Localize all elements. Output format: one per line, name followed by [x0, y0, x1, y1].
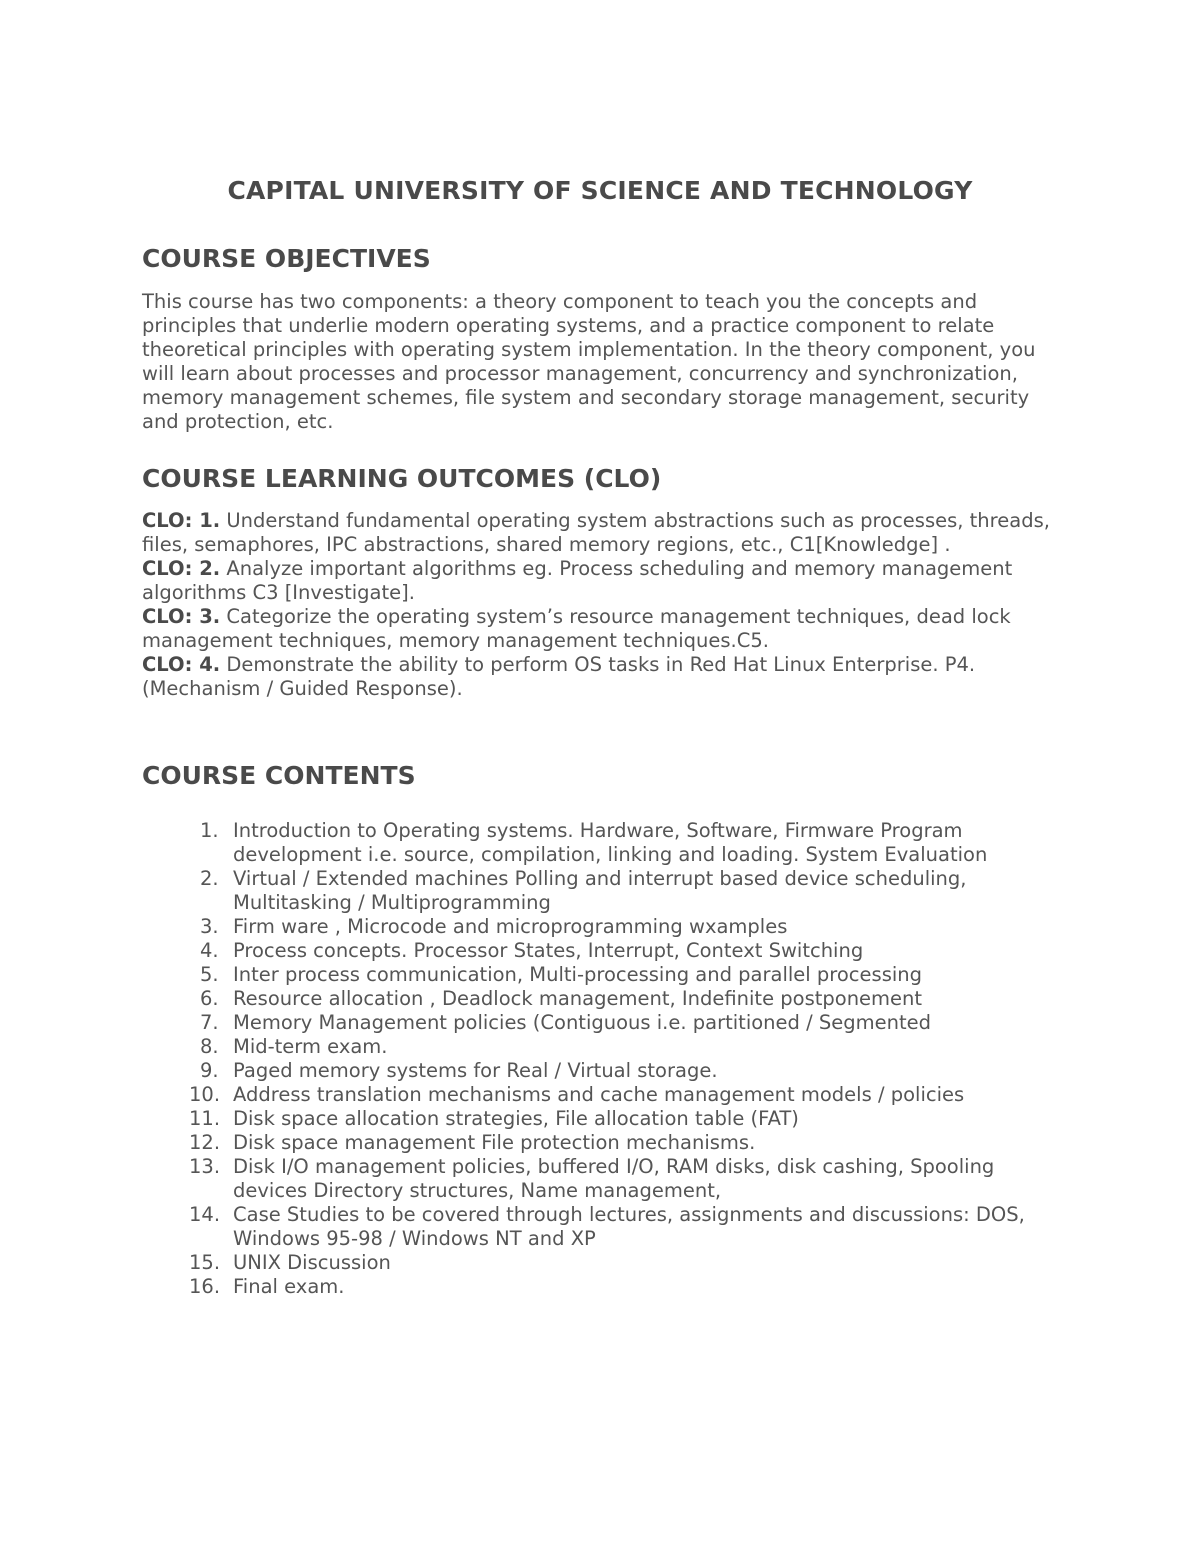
list-item — [142, 819, 1062, 867]
clo-label: CLO: 3. — [142, 605, 221, 628]
clo-text: Demonstrate the ability to perform OS tasks in Red Hat Linux Enterprise. P4. (Mechanism / Guided Response). — [142, 653, 976, 700]
clo-text: Understand fundamental operating system abstractions such as processes, threads, files, semaphores, IPC abstractions, shared memory regions, etc., C1[Knowledge] . — [142, 509, 1050, 556]
list-text: Disk space management File protection mechanisms. — [233, 1131, 756, 1154]
list-text: Address translation mechanisms and cache management models / policies — [233, 1083, 965, 1106]
clo-item — [142, 605, 1062, 653]
list-item — [142, 1203, 1062, 1251]
list-item — [142, 1035, 1062, 1059]
clo-item — [142, 509, 1062, 557]
list-item — [142, 963, 1062, 987]
list-text: Mid-term exam. — [233, 1035, 388, 1058]
clo-list — [142, 509, 1062, 701]
list-text: Resource allocation , Deadlock management, Indefinite postponement — [233, 987, 923, 1010]
list-item — [142, 1131, 1062, 1155]
list-item — [142, 939, 1062, 963]
list-number: 6. — [200, 987, 219, 1010]
list-item — [142, 1155, 1062, 1203]
list-item — [142, 987, 1062, 1011]
list-text: Disk I/O management policies, buffered I/O, RAM disks, disk cashing, Spooling devices Directory structures, Name management, — [233, 1155, 995, 1202]
list-text: Case Studies to be covered through lectures, assignments and discussions: DOS, Windows 95-98 / Windows NT and XP — [233, 1203, 1025, 1250]
list-number: 13. — [189, 1155, 221, 1178]
list-number: 1. — [200, 819, 219, 842]
list-item — [142, 1011, 1062, 1035]
list-text: UNIX Discussion — [233, 1251, 391, 1274]
clo-text: Analyze important algorithms eg. Process scheduling and memory management algorithms C3 [Investigate]. — [142, 557, 1013, 604]
list-item — [142, 1251, 1062, 1275]
document-title: CAPITAL UNIVERSITY OF SCIENCE AND TECHNOLOGY — [227, 176, 973, 205]
list-text: Firm ware , Microcode and microprogramming wxamples — [233, 915, 788, 938]
list-number: 3. — [200, 915, 219, 938]
list-number: 10. — [189, 1083, 221, 1106]
list-number: 2. — [200, 867, 219, 890]
clo-text: Categorize the operating system’s resource management techniques, dead lock management techniques, memory management techniques.C5. — [142, 605, 1011, 652]
list-text: Memory Management policies (Contiguous i.e. partitioned / Segmented — [233, 1011, 931, 1034]
list-number: 14. — [189, 1203, 221, 1226]
contents-heading: COURSE CONTENTS — [142, 761, 416, 790]
list-text: Paged memory systems for Real / Virtual storage. — [233, 1059, 718, 1082]
list-number: 7. — [200, 1011, 219, 1034]
list-text: Final exam. — [233, 1275, 345, 1298]
objectives-paragraph: This course has two components: a theory component to teach you the concepts and principles that underlie modern operating systems, and a practice component to relate theoretical principles with operating system implementation. In the theory component, you will learn about processes and processor management, concurrency and synchronization, memory management schemes, file system and secondary storage management, security and protection, etc. — [142, 290, 1036, 433]
objectives-heading: COURSE OBJECTIVES — [142, 244, 431, 273]
clo-label: CLO: 4. — [142, 653, 221, 676]
clo-item — [142, 557, 1062, 605]
list-text: Inter process communication, Multi-processing and parallel processing — [233, 963, 923, 986]
list-number: 5. — [200, 963, 219, 986]
list-text: Process concepts. Processor States, Interrupt, Context Switching — [233, 939, 864, 962]
list-number: 4. — [200, 939, 219, 962]
list-item — [142, 1083, 1062, 1107]
list-text: Disk space allocation strategies, File allocation table (FAT) — [233, 1107, 799, 1130]
list-number: 9. — [200, 1059, 219, 1082]
list-item — [142, 867, 1062, 915]
clo-label: CLO: 1. — [142, 509, 221, 532]
list-text: Virtual / Extended machines Polling and interrupt based device scheduling, Multitasking / Multiprogramming — [233, 867, 967, 914]
clo-item — [142, 653, 1062, 701]
list-item — [142, 1275, 1062, 1299]
contents-list — [142, 819, 1062, 1299]
list-number: 12. — [189, 1131, 221, 1154]
clo-label: CLO: 2. — [142, 557, 221, 580]
list-item — [142, 1107, 1062, 1131]
list-item — [142, 915, 1062, 939]
list-item — [142, 1059, 1062, 1083]
list-number: 16. — [189, 1275, 221, 1298]
list-number: 11. — [189, 1107, 221, 1130]
list-number: 8. — [200, 1035, 219, 1058]
clo-heading: COURSE LEARNING OUTCOMES (CLO) — [142, 464, 662, 493]
list-number: 15. — [189, 1251, 221, 1274]
list-text: Introduction to Operating systems. Hardware, Software, Firmware Program development i.e. source, compilation, linking and loading. System Evaluation — [233, 819, 988, 866]
